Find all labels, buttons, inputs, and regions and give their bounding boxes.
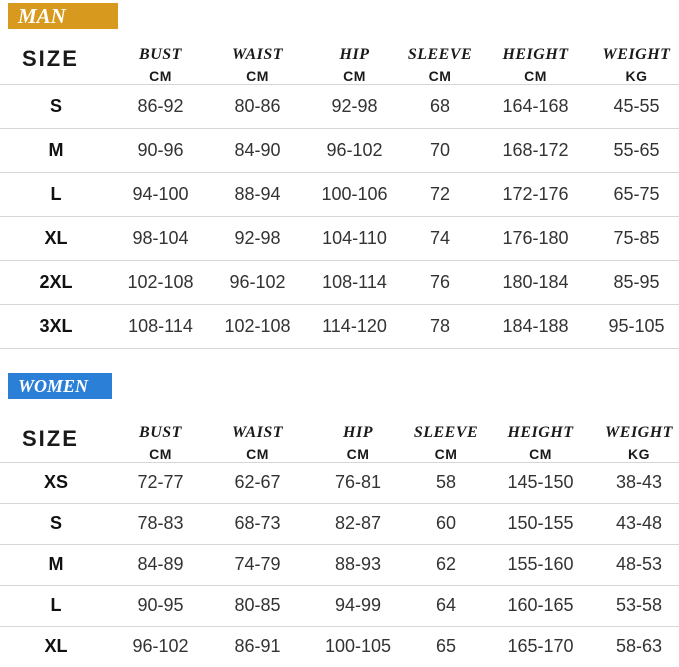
measurement-cell: 184-188 bbox=[477, 304, 594, 348]
women-section-label: WOMEN bbox=[8, 373, 112, 399]
size-cell: S bbox=[0, 503, 112, 544]
measurement-cell: 164-168 bbox=[477, 84, 594, 128]
measurement-cell: 165-170 bbox=[482, 626, 599, 667]
size-cell: M bbox=[0, 128, 112, 172]
size-cell: L bbox=[0, 172, 112, 216]
measurement-cell: 86-92 bbox=[112, 84, 209, 128]
measurement-cell: 45-55 bbox=[594, 84, 679, 128]
measurement-cell: 95-105 bbox=[594, 304, 679, 348]
measurement-cell: 88-94 bbox=[209, 172, 306, 216]
measurement-cell: 80-86 bbox=[209, 84, 306, 128]
women-size-table bbox=[0, 416, 679, 667]
measurement-cell: 84-90 bbox=[209, 128, 306, 172]
measurement-cell: 72 bbox=[403, 172, 477, 216]
measurement-cell: 60 bbox=[410, 503, 482, 544]
height-column-header: HEIGHT CM bbox=[502, 45, 569, 84]
measurement-cell: 85-95 bbox=[594, 260, 679, 304]
size-cell: XL bbox=[0, 216, 112, 260]
hip-column-header: HIP CM bbox=[339, 45, 370, 84]
measurement-cell: 43-48 bbox=[599, 503, 679, 544]
measurement-cell: 64 bbox=[410, 585, 482, 626]
measurement-cell: 58 bbox=[410, 462, 482, 503]
table-row bbox=[0, 172, 679, 216]
hip-column-header: HIP CM bbox=[343, 423, 373, 462]
measurement-cell: 92-98 bbox=[306, 84, 403, 128]
measurement-cell: 94-99 bbox=[306, 585, 410, 626]
measurement-cell: 76-81 bbox=[306, 462, 410, 503]
measurement-cell: 114-120 bbox=[306, 304, 403, 348]
height-column-header: HEIGHT CM bbox=[507, 423, 574, 462]
man-size-table bbox=[0, 34, 679, 349]
measurement-cell: 84-89 bbox=[112, 544, 209, 585]
table-row bbox=[0, 260, 679, 304]
size-cell: 3XL bbox=[0, 304, 112, 348]
size-cell: M bbox=[0, 544, 112, 585]
table-row bbox=[0, 462, 679, 503]
measurement-cell: 88-93 bbox=[306, 544, 410, 585]
bust-column-header: BUST CM bbox=[139, 423, 182, 462]
measurement-cell: 90-95 bbox=[112, 585, 209, 626]
bust-column-header: BUST CM bbox=[139, 45, 182, 84]
measurement-cell: 180-184 bbox=[477, 260, 594, 304]
measurement-cell: 72-77 bbox=[112, 462, 209, 503]
measurement-cell: 96-102 bbox=[209, 260, 306, 304]
size-cell: L bbox=[0, 585, 112, 626]
measurement-cell: 102-108 bbox=[112, 260, 209, 304]
weight-column-header: WEIGHT KG bbox=[602, 45, 671, 84]
measurement-cell: 108-114 bbox=[112, 304, 209, 348]
measurement-cell: 94-100 bbox=[112, 172, 209, 216]
measurement-cell: 62-67 bbox=[209, 462, 306, 503]
measurement-cell: 155-160 bbox=[482, 544, 599, 585]
waist-column-header: WAIST CM bbox=[231, 45, 284, 84]
measurement-cell: 65 bbox=[410, 626, 482, 667]
measurement-cell: 75-85 bbox=[594, 216, 679, 260]
table-row bbox=[0, 503, 679, 544]
measurement-cell: 62 bbox=[410, 544, 482, 585]
measurement-cell: 150-155 bbox=[482, 503, 599, 544]
man-section-label: MAN bbox=[8, 3, 118, 29]
measurement-cell: 172-176 bbox=[477, 172, 594, 216]
size-cell: XS bbox=[0, 462, 112, 503]
measurement-cell: 68-73 bbox=[209, 503, 306, 544]
measurement-cell: 176-180 bbox=[477, 216, 594, 260]
size-cell: 2XL bbox=[0, 260, 112, 304]
measurement-cell: 48-53 bbox=[599, 544, 679, 585]
size-cell: S bbox=[0, 84, 112, 128]
table-header-row bbox=[0, 34, 679, 84]
sleeve-column-header: SLEEVE CM bbox=[413, 423, 479, 462]
measurement-cell: 55-65 bbox=[594, 128, 679, 172]
size-cell: XL bbox=[0, 626, 112, 667]
measurement-cell: 96-102 bbox=[306, 128, 403, 172]
measurement-cell: 78 bbox=[403, 304, 477, 348]
table-row bbox=[0, 304, 679, 348]
table-row bbox=[0, 128, 679, 172]
measurement-cell: 78-83 bbox=[112, 503, 209, 544]
measurement-cell: 80-85 bbox=[209, 585, 306, 626]
measurement-cell: 82-87 bbox=[306, 503, 410, 544]
measurement-cell: 38-43 bbox=[599, 462, 679, 503]
measurement-cell: 74 bbox=[403, 216, 477, 260]
table-row bbox=[0, 585, 679, 626]
measurement-cell: 160-165 bbox=[482, 585, 599, 626]
measurement-cell: 76 bbox=[403, 260, 477, 304]
size-column-header: SIZE bbox=[22, 425, 79, 451]
weight-column-header: WEIGHT KG bbox=[605, 423, 673, 462]
size-column-header: SIZE bbox=[22, 45, 79, 71]
measurement-cell: 102-108 bbox=[209, 304, 306, 348]
table-row bbox=[0, 84, 679, 128]
measurement-cell: 86-91 bbox=[209, 626, 306, 667]
measurement-cell: 108-114 bbox=[306, 260, 403, 304]
measurement-cell: 70 bbox=[403, 128, 477, 172]
measurement-cell: 90-96 bbox=[112, 128, 209, 172]
sleeve-column-header: SLEEVE CM bbox=[407, 45, 473, 84]
measurement-cell: 68 bbox=[403, 84, 477, 128]
measurement-cell: 145-150 bbox=[482, 462, 599, 503]
measurement-cell: 74-79 bbox=[209, 544, 306, 585]
measurement-cell: 104-110 bbox=[306, 216, 403, 260]
table-row bbox=[0, 544, 679, 585]
measurement-cell: 100-106 bbox=[306, 172, 403, 216]
waist-column-header: WAIST CM bbox=[231, 423, 284, 462]
measurement-cell: 168-172 bbox=[477, 128, 594, 172]
table-row bbox=[0, 216, 679, 260]
measurement-cell: 96-102 bbox=[112, 626, 209, 667]
measurement-cell: 92-98 bbox=[209, 216, 306, 260]
measurement-cell: 98-104 bbox=[112, 216, 209, 260]
table-row bbox=[0, 626, 679, 667]
measurement-cell: 65-75 bbox=[594, 172, 679, 216]
table-header-row bbox=[0, 416, 679, 462]
measurement-cell: 100-105 bbox=[306, 626, 410, 667]
measurement-cell: 58-63 bbox=[599, 626, 679, 667]
measurement-cell: 53-58 bbox=[599, 585, 679, 626]
